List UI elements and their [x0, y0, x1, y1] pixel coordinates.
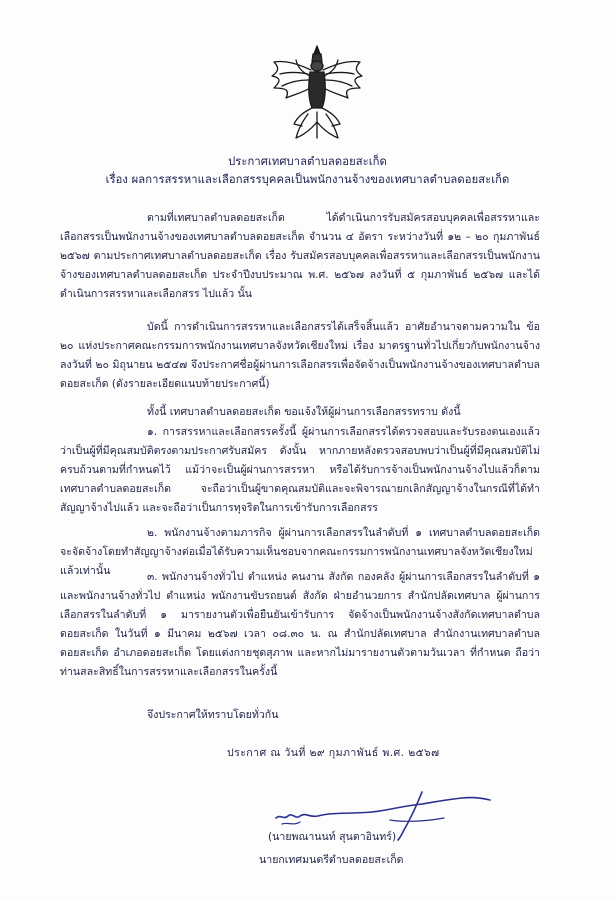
paragraph-announcement: บัดนี้ การดำเนินการสรรหาและเลือกสรรได้เสร็จสิ้นแล้ว อาศัยอำนาจตามความใน ข้อ ๒๐ แห่งประกาศคณะกรรมการพนักงานเทศบาลจังหวัดเชียงใหม่ เรื่อง มาตรฐานทั่วไปเกี่ยวกับพนักงานจ้าง ลงวันที่ ๒๐ มิถุนายน ๒๕๔๗ จึงประกาศชื่อผู้ผ่านการเลือกสรรเพื่อจัดจ้างเป็นพนักงานจ้างของเทศบาลตำบลดอยสะเก็ด (ดังรายละเอียดแนบท้ายประกาศนี้)	[60, 321, 540, 391]
paragraph-background: ตามที่เทศบาลตำบลดอยสะเก็ด ได้ดำเนินการรับสมัครสอบบุคคลเพื่อสรรหาและเลือกสรรเป็นพนักงานจ้างของเทศบาลตำบลดอยสะเก็ด จำนวน ๔ อัตรา ระหว่างวันที่ ๑๒ – ๒๐ กุมภาพันธ์ ๒๕๖๗ ตามประกาศเทศบาลตำบลดอยสะเก็ด เรื่อง รับสมัครสอบบุคคลเพื่อสรรหาและเลือกสรรเป็นพนักงานจ้างของเทศบาลตำบลดอยสะเก็ด ประจำปีงบประมาณ พ.ศ. ๒๕๖๗ ลงวันที่ ๕ กุมภาพันธ์ ๒๕๖๗ และได้ดำเนินการสรรหาและเลือกสรร ไปแล้ว นั้น	[60, 212, 540, 301]
signatory-name: (นายพณานนท์ สุนตาอินทร์)	[268, 831, 397, 843]
announcement-subject: เรื่อง ผลการสรรหาและเลือกสรรบุคคลเป็นพนักงานจ้างของเทศบาลตำบลดอยสะเก็ด	[105, 173, 510, 186]
closing-statement: จึงประกาศให้ทราบโดยทั่วกัน	[147, 709, 279, 721]
notice-item-3: ๓. พนักงานจ้างทั่วไป ตำแหน่ง คนงาน สังกัด กองคลัง ผู้ผ่านการเลือกสรรในลำดับที่ ๑ และพนักงานจ้างทั่วไป ตำแหน่ง พนักงานขับรถยนต์ สังกัด ฝ่ายอำนวยการ สำนักปลัดเทศบาล ผู้ผ่านการเลือกสรรในลำดับที่ ๑ มารายงานตัวเพื่อยืนยันเข้ารับการ จัดจ้างเป็นพนักงานจ้างสังกัดเทศบาลตำบลดอยสะเก็ด ในวันที่ ๑ มีนาคม ๒๕๖๗ เวลา ๐๘.๓๐ น. ณ สำนักปลัดเทศบาล สำนักงานเทศบาลตำบลดอยสะเก็ด อำเภอดอยสะเก็ด โดยแต่งกายชุดสุภาพ และหากไม่มารายงานตัวตามวันเวลา ที่กำหนด ถือว่าท่านสละสิทธิ์ในการสรรหาและเลือกสรรในครั้งนี้	[60, 571, 540, 679]
notice-item-2: ๒. พนักงานจ้างตามภารกิจ ผู้ผ่านการเลือกสรรในลำดับที่ ๑ เทศบาลตำบลดอยสะเก็ด จะจัดจ้างโดยทำสัญญาจ้างต่อเมื่อได้รับความเห็นชอบจากคณะกรรมการพนักงานเทศบาลจังหวัดเชียงใหม่แล้วเท่านั้น	[60, 527, 540, 578]
announcement-date: ประกาศ ณ วันที่ ๒๙ กุมภาพันธ์ พ.ศ. ๒๕๖๗	[227, 747, 440, 759]
signatory-position: นายกเทศมนตรีตำบลดอยสะเก็ด	[259, 854, 404, 866]
notice-item-1: ๑. การสรรหาและเลือกสรรครั้งนี้ ผู้ผ่านการเลือกสรรได้ตรวจสอบและรับรองตนเองแล้วว่าเป็นผู้ที่มีคุณสมบัติตรงตามประกาศรับสมัคร ดังนั้น หากภายหลังตรวจสอบพบว่าเป็นผู้ที่มีคุณสมบัติไม่ครบถ้วนตามที่กำหนดไว้ แม้ว่าจะเป็นผู้ผ่านการสรรหา หรือได้รับการจ้างเป็นพนักงานจ้างไปแล้วก็ตาม เทศบาลตำบลดอยสะเก็ด จะถือว่าเป็นผู้ขาดคุณสมบัติและจะพิจารณายกเลิกสัญญาจ้างในกรณีที่ได้ทำสัญญาจ้างไปแล้ว และจะถือว่าเป็นการทุจริตในการเข้ารับการเลือกสรร	[60, 426, 540, 515]
paragraph-notice-intro: ทั้งนี้ เทศบาลตำบลดอยสะเก็ด ขอแจ้งให้ผู้ผ่านการเลือกสรรทราบ ดังนี้	[147, 406, 461, 418]
garuda-emblem-icon	[268, 42, 366, 142]
announcement-agency-title: ประกาศเทศบาลตำบลดอยสะเก็ด	[228, 155, 387, 168]
